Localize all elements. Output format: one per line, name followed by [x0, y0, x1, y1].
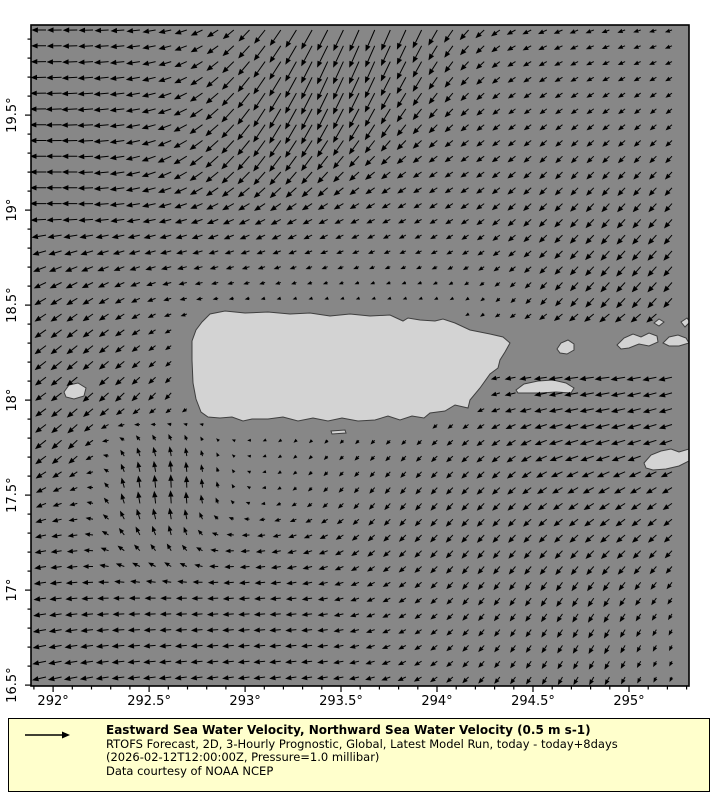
- svg-text:19.5°: 19.5°: [5, 97, 20, 133]
- legend-line-credit: Data courtesy of NOAA NCEP: [106, 763, 274, 778]
- svg-text:17.5°: 17.5°: [5, 477, 20, 513]
- legend-line-runtime: (2026-02-12T12:00:00Z, Pressure=1.0 millibar): [106, 750, 380, 765]
- reference-arrow-icon: [23, 727, 93, 743]
- legend-line-model: RTOFS Forecast, 2D, 3-Hourly Prognostic, Global, Latest Model Run, today - today+8days: [106, 736, 618, 751]
- legend-text: [106, 724, 703, 778]
- legend-title: Eastward Sea Water Velocity, Northward Sea Water Velocity (0.5 m s-1): [106, 723, 591, 737]
- svg-text:19°: 19°: [5, 198, 20, 222]
- svg-text:293°: 293°: [229, 694, 261, 709]
- svg-text:18°: 18°: [5, 388, 20, 412]
- svg-text:17°: 17°: [5, 578, 20, 602]
- svg-text:292.5°: 292.5°: [127, 694, 171, 709]
- svg-text:294°: 294°: [421, 694, 453, 709]
- svg-text:295°: 295°: [613, 694, 645, 709]
- legend-box: [8, 718, 710, 792]
- svg-text:294.5°: 294.5°: [511, 694, 555, 709]
- svg-text:18.5°: 18.5°: [5, 287, 20, 323]
- svg-text:16.5°: 16.5°: [5, 667, 20, 703]
- svg-text:292°: 292°: [37, 694, 69, 709]
- svg-text:293.5°: 293.5°: [319, 694, 363, 709]
